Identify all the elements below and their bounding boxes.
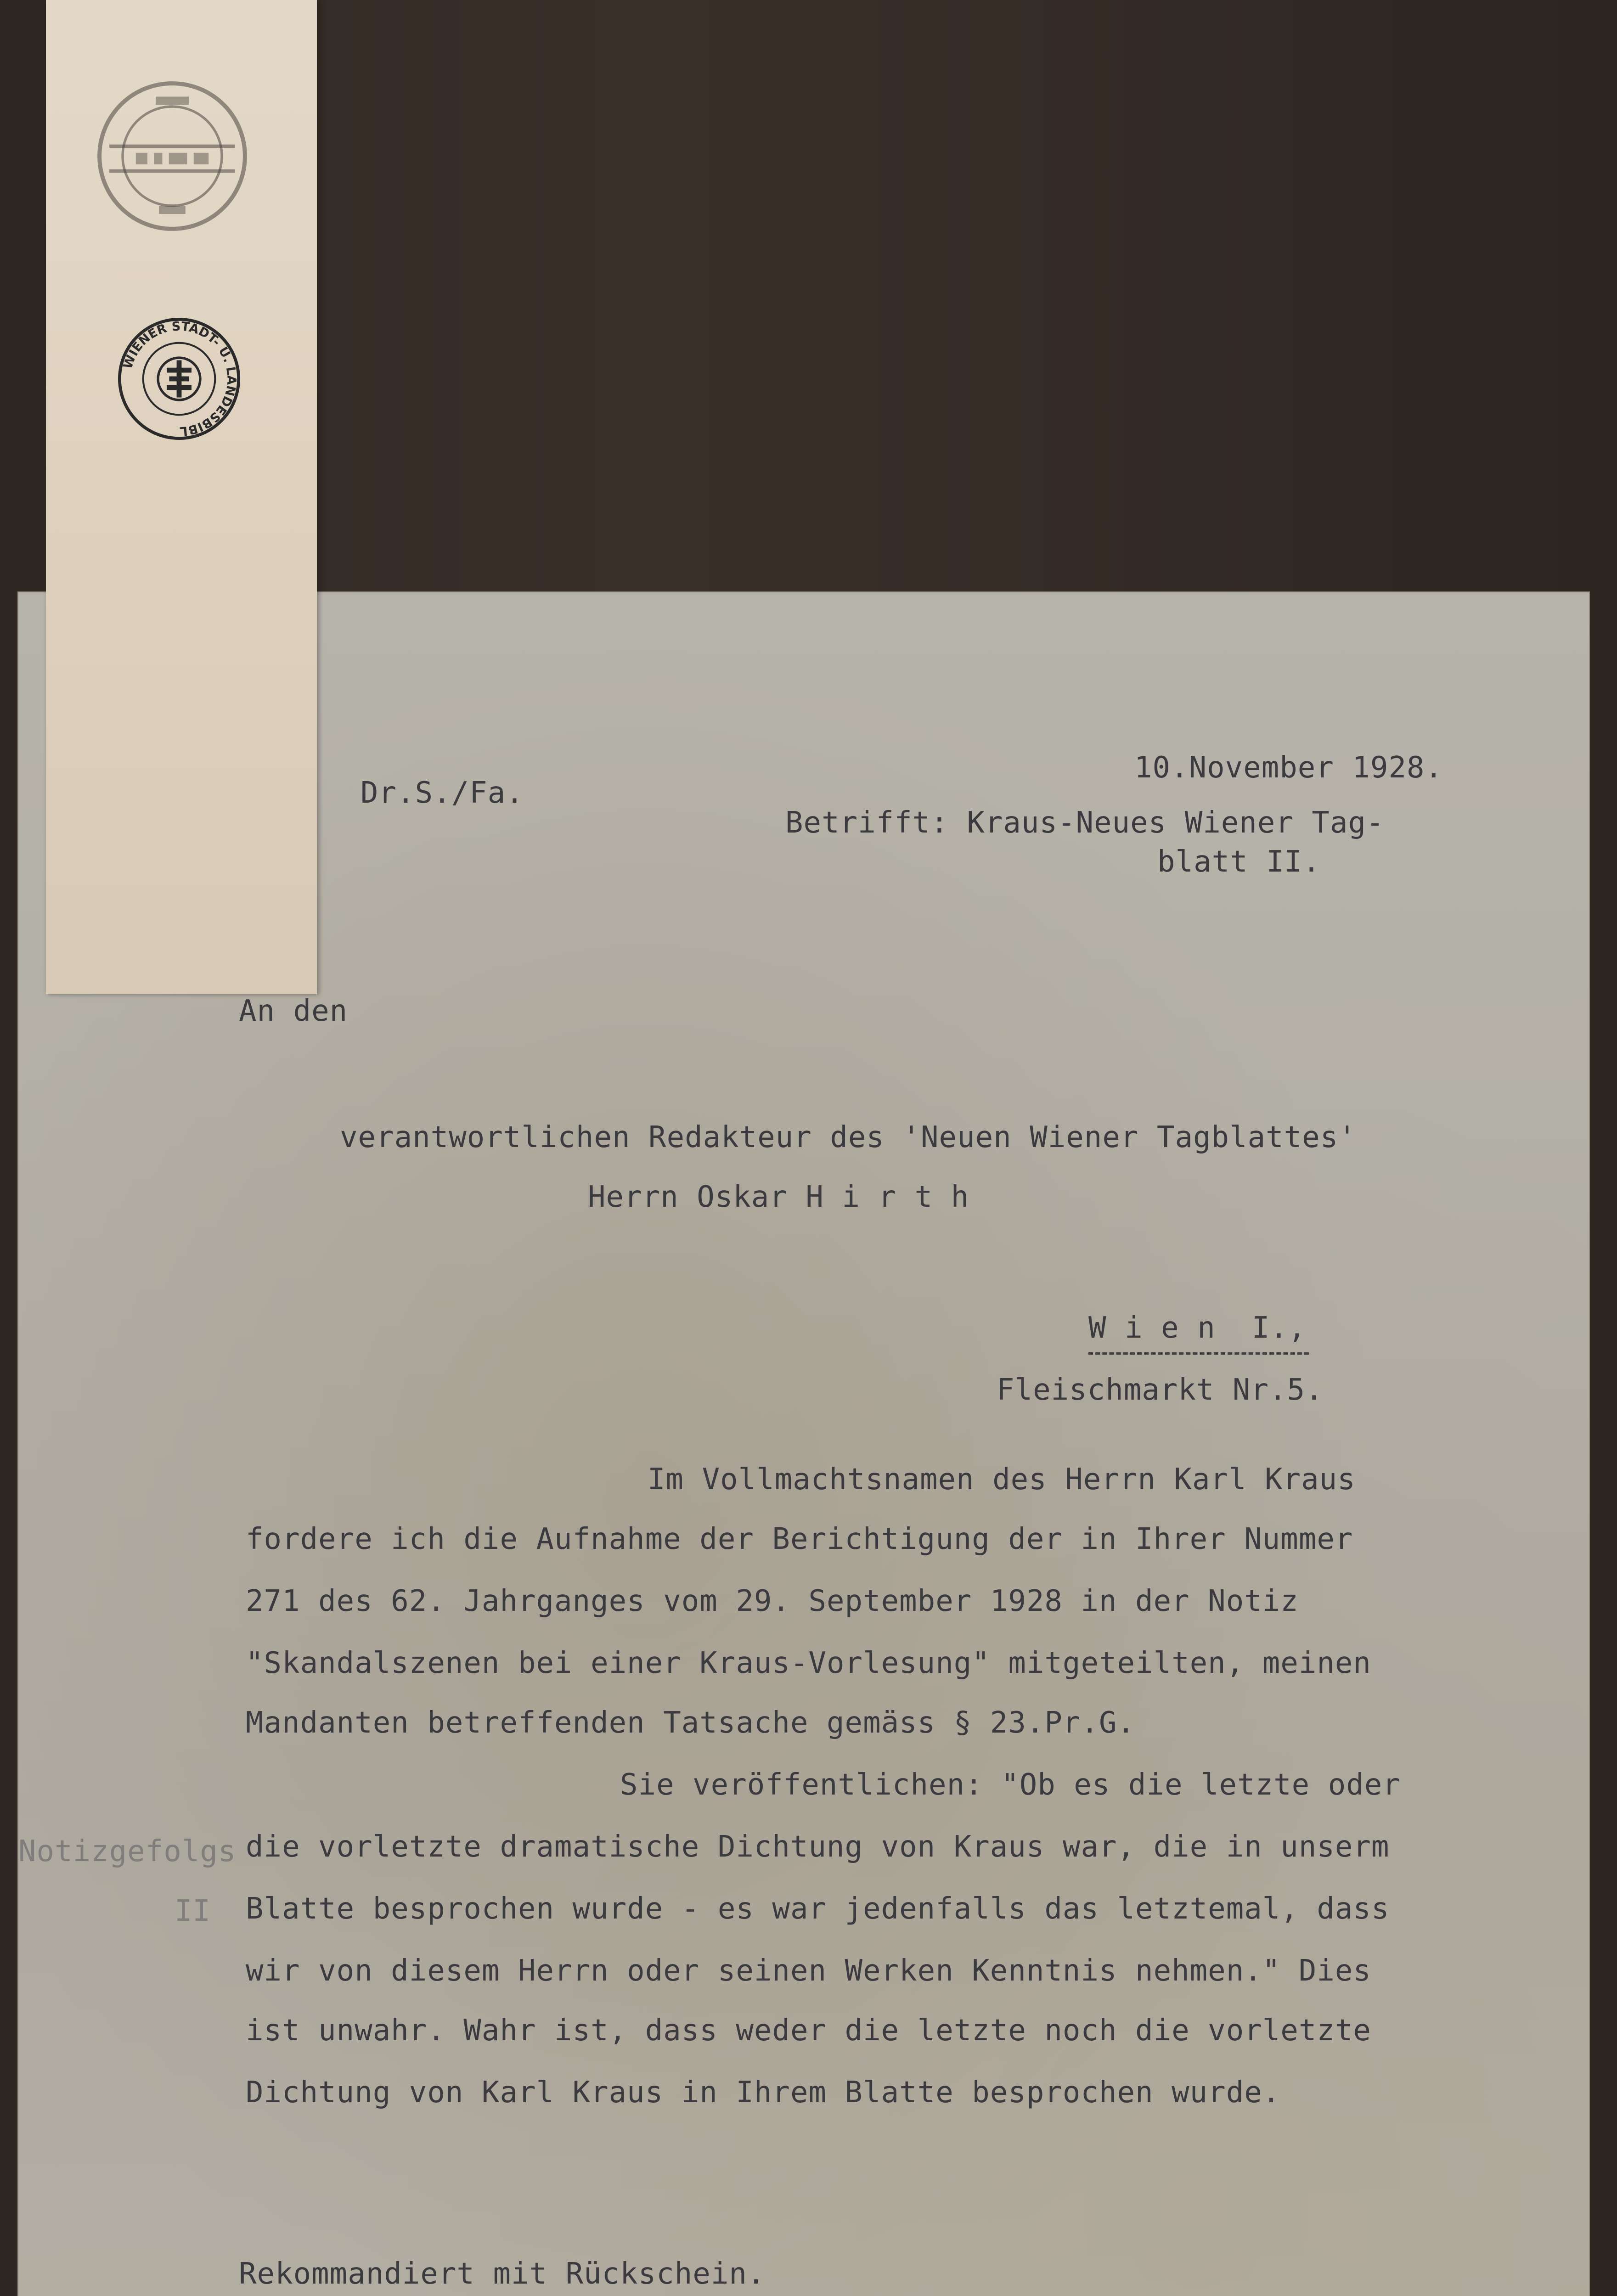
margin-note-line-1: Notizgefolgs [18,1835,237,1868]
margin-note [18,1835,237,1954]
body-line: Mandanten betreffenden Tatsache gemäss § 23.Pr.G. [246,1706,1136,1740]
body-line: "Skandalszenen bei einer Kraus-Vorlesung" mitgeteilten, meinen [246,1646,1371,1680]
margin-note-line-2: II [175,1894,211,1928]
seal-text: WIENER STADT- U. LANDESBIBL [120,319,239,439]
body-line: die vorletzte dramatische Dichtung von Kraus war, die in unserm [246,1830,1390,1864]
subject-line [785,806,1385,926]
address-street: Fleischmarkt Nr.5. [997,1373,1324,1407]
body-line: ist unwahr. Wahr ist, dass weder die letzte noch die vorletzte [246,2014,1371,2048]
closing-note: Rekommandiert mit Rückschein. [239,2257,766,2291]
body-line: Blatte besprochen wurde - es war jedenfalls das letztemal, dass [246,1892,1390,1926]
recipient-line-1: verantwortlichen Redakteur des 'Neuen Wiener Tagblattes' [340,1120,1357,1154]
body-line: Dichtung von Karl Kraus in Ihrem Blatte besprochen wurde. [246,2076,1281,2110]
library-seal [117,317,241,441]
body-line: 271 des 62. Jahrganges vom 29. September 1928 in der Notiz [246,1584,1299,1618]
subject-line-1: Betrifft: Kraus-Neues Wiener Tag- [785,806,1385,840]
body-line: fordere ich die Aufnahme der Berichtigung der in Ihrer Nummer [246,1522,1353,1556]
body-line: Im Vollmachtsnamen des Herrn Karl Kraus [648,1463,1356,1497]
body-line: wir von diesem Herrn oder seinen Werken Kenntnis nehmen." Dies [246,1954,1371,1988]
postmark-stamp [90,73,255,239]
letter-date: 10.November 1928. [1134,751,1443,785]
address-city: W i e n I., [1088,1311,1307,1345]
reference-code: Dr.S./Fa. [361,776,524,810]
archive-strip [46,0,317,994]
recipient-line-2: Herrn Oskar H i r t h [588,1180,969,1214]
address-underline [1088,1352,1309,1355]
body-line: Sie veröffentlichen: "Ob es die letzte oder [620,1768,1401,1802]
salutation: An den [239,994,348,1028]
subject-line-2: blatt II. [1157,845,1321,879]
